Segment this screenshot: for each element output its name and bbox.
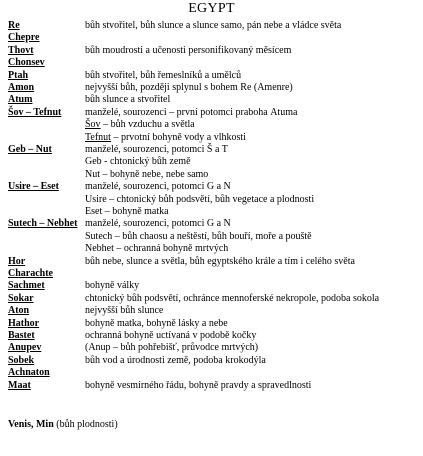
- deity-description: nejvyšší bůh, později splynul s bohem Re (Amenre): [85, 82, 293, 93]
- deity-name: Hor: [8, 255, 26, 267]
- entry-row: [0, 119, 423, 131]
- entry-row: [0, 342, 423, 354]
- entry-row: [0, 132, 423, 144]
- deity-description: manželé, sourozenci, potomci G a N: [85, 181, 231, 193]
- deity-description: Geb - chtonický bůh země: [85, 156, 191, 168]
- deity-subname: Šov: [85, 119, 101, 131]
- entry-row: [0, 280, 423, 292]
- deity-name: Chonsev: [8, 57, 45, 69]
- deity-description: (Anup – bůh pohřebišť, průvodce mrtvých): [85, 342, 259, 354]
- deity-description: Usire – chtonický bůh podsvětí, bůh vegetace a plodnosti: [85, 193, 315, 205]
- entry-row: [0, 169, 423, 181]
- entry-row: [0, 94, 423, 106]
- entry-row: [0, 20, 423, 32]
- deity-name: Chepre: [8, 32, 40, 44]
- entry-row: [0, 293, 423, 305]
- entry-row: [0, 318, 423, 330]
- deity-description: [85, 119, 195, 131]
- deity-name: Usire – Eset: [8, 181, 59, 193]
- entry-row: [0, 57, 423, 69]
- deity-name: Sobek: [8, 354, 35, 366]
- deity-description: ochranná bohyně uctívaná v podobě kočky: [85, 330, 257, 341]
- deity-subname: Tefnut: [85, 131, 111, 143]
- deity-description: bůh slunce a stvořitel: [85, 94, 171, 106]
- deity-description: bůh stvořitel, bůh slunce a slunce samo, pán nebe a vládce světa: [85, 20, 342, 31]
- entry-row: [0, 45, 423, 57]
- entry-row: [0, 367, 423, 379]
- entry-row: [0, 32, 423, 44]
- deity-subdescription: – bůh vzduchu a světla: [100, 119, 195, 131]
- entry-row: [0, 181, 423, 193]
- page-title: EGYPT: [188, 1, 235, 16]
- entry-row: [0, 194, 423, 206]
- deity-description: bůh stvořitel, bůh řemeslníků a umělců: [85, 69, 242, 81]
- entry-row: [0, 156, 423, 168]
- deity-name: Maat: [8, 379, 31, 391]
- deity-description: bohyně vesmírného řádu, bohyně pravdy a spravedlnosti: [85, 379, 312, 391]
- deity-description: manželé, sourozenci, potomci G a N: [85, 218, 231, 230]
- deity-name: Achnaton: [8, 367, 50, 379]
- deity-description: bůh nebe, slunce a světla, bůh egyptského krále a tím i celého světa: [85, 255, 355, 267]
- deity-description: manželé, sourozenci, potomci Š a T: [85, 144, 228, 155]
- deity-name: Bastet: [8, 330, 35, 341]
- deity-name: Sokar: [8, 292, 34, 304]
- deity-description: nejvyšší bůh slunce: [85, 305, 164, 317]
- deity-name: Atum: [8, 94, 33, 106]
- entry-row: [0, 243, 423, 255]
- deity-subdescription: – prvotní bohyně vody a vlhkosti: [110, 131, 246, 143]
- deity-name: Ptah: [8, 69, 28, 81]
- entry-row: [0, 256, 423, 268]
- footer-desc: (bůh plodnosti): [56, 419, 118, 430]
- deity-description: Nut – bohyně nebe, nebe samo: [85, 168, 209, 180]
- entry-row: [0, 268, 423, 280]
- deity-description: manželé, sourozenci – první potomci prabohа Atuma: [85, 106, 298, 118]
- entry-row: [0, 231, 423, 243]
- deity-description: bůh moudrosti a učenosti personifikovaný měsícem: [85, 44, 292, 56]
- deity-name: Šov – Tefnut: [8, 106, 62, 118]
- entry-row: [0, 70, 423, 82]
- deity-name: Charachte: [8, 268, 53, 279]
- deity-description: bohyně matka, bohyně lásky a nebe: [85, 317, 228, 329]
- footer-line: [8, 419, 118, 431]
- deity-name: Hathor: [8, 317, 40, 329]
- deity-name: Anupev: [8, 342, 42, 354]
- deity-name: Geb – Nut: [8, 144, 52, 155]
- deity-name: Sachmet: [8, 280, 45, 292]
- deity-description: bohyně války: [85, 280, 140, 292]
- deity-name: Thovt: [8, 44, 34, 56]
- entry-row: [0, 82, 423, 94]
- entry-row: [0, 305, 423, 317]
- deity-description: bůh vod a úrodnosti země, podoba krokodýla: [85, 354, 266, 366]
- deity-name: Aton: [8, 305, 30, 317]
- deity-name: Sutech – Nebhet: [8, 218, 78, 230]
- entry-row: [0, 107, 423, 119]
- deity-description: [85, 132, 246, 144]
- deity-description: Sutech – bůh chaosu a neštěstí, bůh bouří, moře a pouště: [85, 230, 312, 242]
- footer-name: Venis, Min: [8, 419, 54, 430]
- deity-description: Eset – bohyně matka: [85, 206, 169, 217]
- deity-name: Re: [8, 20, 20, 31]
- entry-row: [0, 355, 423, 367]
- entry-row: [0, 218, 423, 230]
- entry-row: [0, 144, 423, 156]
- deity-name: Amon: [8, 82, 35, 93]
- entry-row: [0, 206, 423, 218]
- deity-description: Nebhet – ochranná bohyně mrtvých: [85, 243, 229, 255]
- deity-description: chtonický bůh podsvětí, ochránce mennoferské nekropole, podoba sokola: [85, 292, 380, 304]
- entry-row: [0, 380, 423, 392]
- entry-row: [0, 330, 423, 342]
